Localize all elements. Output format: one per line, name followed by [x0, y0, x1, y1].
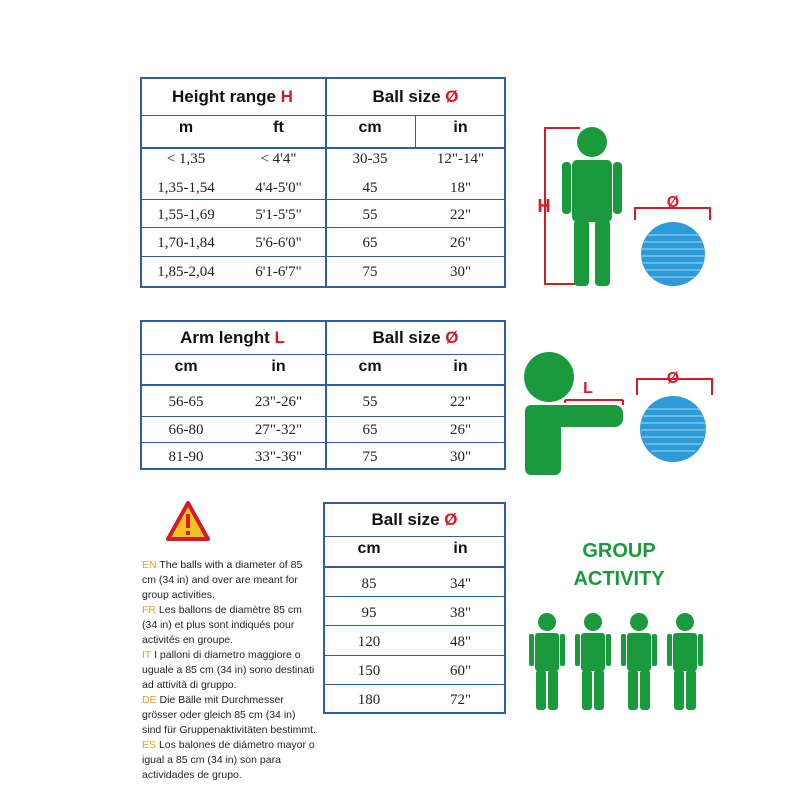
table-cell: < 1,35 — [166, 151, 206, 167]
ball-size-header-2: Ball size Ø — [372, 328, 459, 347]
note-text: Les ballons de diamètre 85 cm (34 in) et plus sont indiqués pour activités en groupe. — [142, 604, 302, 646]
note-de — [142, 693, 317, 738]
table-cell: 95 — [361, 605, 377, 621]
diameter-symbol: Ø — [666, 194, 680, 211]
table-cell: 45 — [362, 180, 378, 196]
table-cell: 34" — [449, 576, 472, 592]
table-cell: 60" — [449, 663, 472, 679]
table-cell: 180 — [357, 692, 381, 708]
height-table-header: Height range H — [172, 87, 293, 106]
language-tag: FR — [142, 604, 156, 616]
table-cell: 12"-14" — [436, 151, 485, 167]
table-cell: 22" — [449, 207, 472, 223]
group-figures — [525, 612, 725, 712]
height-symbol: H — [537, 196, 551, 216]
table-cell: 5'6-6'0" — [255, 235, 302, 251]
table-cell: 5'1-5'5" — [255, 207, 302, 223]
table-cell: 66-80 — [168, 422, 204, 438]
table-cell: 55 — [362, 207, 378, 223]
unit-cm: cm — [174, 358, 198, 375]
table-cell: 18" — [449, 180, 472, 196]
table-cell: 48" — [449, 634, 472, 650]
table-cell: 22" — [449, 394, 472, 410]
note-text: Die Bälle mit Durchmesser grösser oder gleich 85 cm (34 in) sind für Gruppenaktivitäten bestimmt. — [142, 694, 316, 736]
arm-table-header: Arm lenght L — [180, 328, 285, 347]
table-cell: 26" — [449, 235, 472, 251]
table-cell: 55 — [362, 394, 378, 410]
table-cell: 75 — [362, 449, 378, 465]
table-cell: 1,85-2,04 — [157, 264, 215, 280]
note-it — [142, 648, 317, 693]
arm-figure — [515, 345, 725, 475]
table-cell: 81-90 — [168, 449, 204, 465]
table-cell: 6'1-6'7" — [255, 264, 302, 280]
note-text: The balls with a diameter of 85 cm (34 in) and over are meant for group activities. — [142, 559, 303, 601]
note-text: I palloni di diametro maggiore o uguale a 85 cm (34 in) sono destinati ad attività di gruppo. — [142, 649, 315, 691]
table-cell: < 4'4" — [260, 151, 297, 167]
table-cell: 30" — [449, 449, 472, 465]
language-tag: ES — [142, 739, 157, 751]
unit-cm: cm — [357, 540, 381, 557]
arm-symbol: L — [583, 380, 593, 397]
unit-m: m — [178, 119, 194, 136]
warning-icon — [165, 500, 211, 542]
table-cell: 1,55-1,69 — [157, 207, 215, 223]
ball-size-header-1: Ball size Ø — [372, 87, 459, 106]
note-en — [142, 558, 317, 603]
table-cell: 56-65 — [168, 394, 204, 410]
note-fr — [142, 603, 317, 648]
table-cell: 33"-36" — [254, 449, 303, 465]
language-tag: EN — [142, 559, 157, 571]
table-cell: 1,70-1,84 — [157, 235, 215, 251]
language-tag: IT — [142, 649, 152, 661]
table-cell: 38" — [449, 605, 472, 621]
group-activity-title: GROUP ACTIVITY — [573, 540, 665, 590]
table-cell: 27"-32" — [254, 422, 303, 438]
table-cell: 23"-26" — [254, 394, 303, 410]
table-cell: 150 — [357, 663, 381, 679]
table-cell: 75 — [362, 264, 378, 280]
unit-cm: cm — [358, 358, 382, 375]
table-cell: 30" — [449, 264, 472, 280]
diameter-symbol: Ø — [666, 370, 680, 387]
language-tag: DE — [142, 694, 157, 706]
table-cell: 1,35-1,54 — [157, 180, 215, 196]
table-cell: 4'4-5'0" — [255, 180, 302, 196]
note-es — [142, 738, 317, 783]
table-cell: 26" — [449, 422, 472, 438]
unit-in: in — [453, 119, 468, 136]
ball-size-header-3: Ball size Ø — [371, 510, 458, 529]
note-text: Los balones de diámetro mayor o igual a 85 cm (34 in) son para actividades de grupo. — [142, 739, 315, 781]
table-cell: 72" — [449, 692, 472, 708]
table-cell: 65 — [362, 235, 378, 251]
unit-ft: ft — [273, 119, 284, 136]
unit-cm: cm — [358, 119, 382, 136]
unit-in: in — [271, 358, 286, 375]
table-cell: 85 — [361, 576, 377, 592]
unit-in: in — [453, 540, 468, 557]
table-cell: 30-35 — [352, 151, 388, 167]
unit-in: in — [453, 358, 468, 375]
height-figure — [535, 120, 725, 295]
group-notes — [142, 558, 317, 783]
table-cell: 65 — [362, 422, 378, 438]
table-cell: 120 — [357, 634, 381, 650]
